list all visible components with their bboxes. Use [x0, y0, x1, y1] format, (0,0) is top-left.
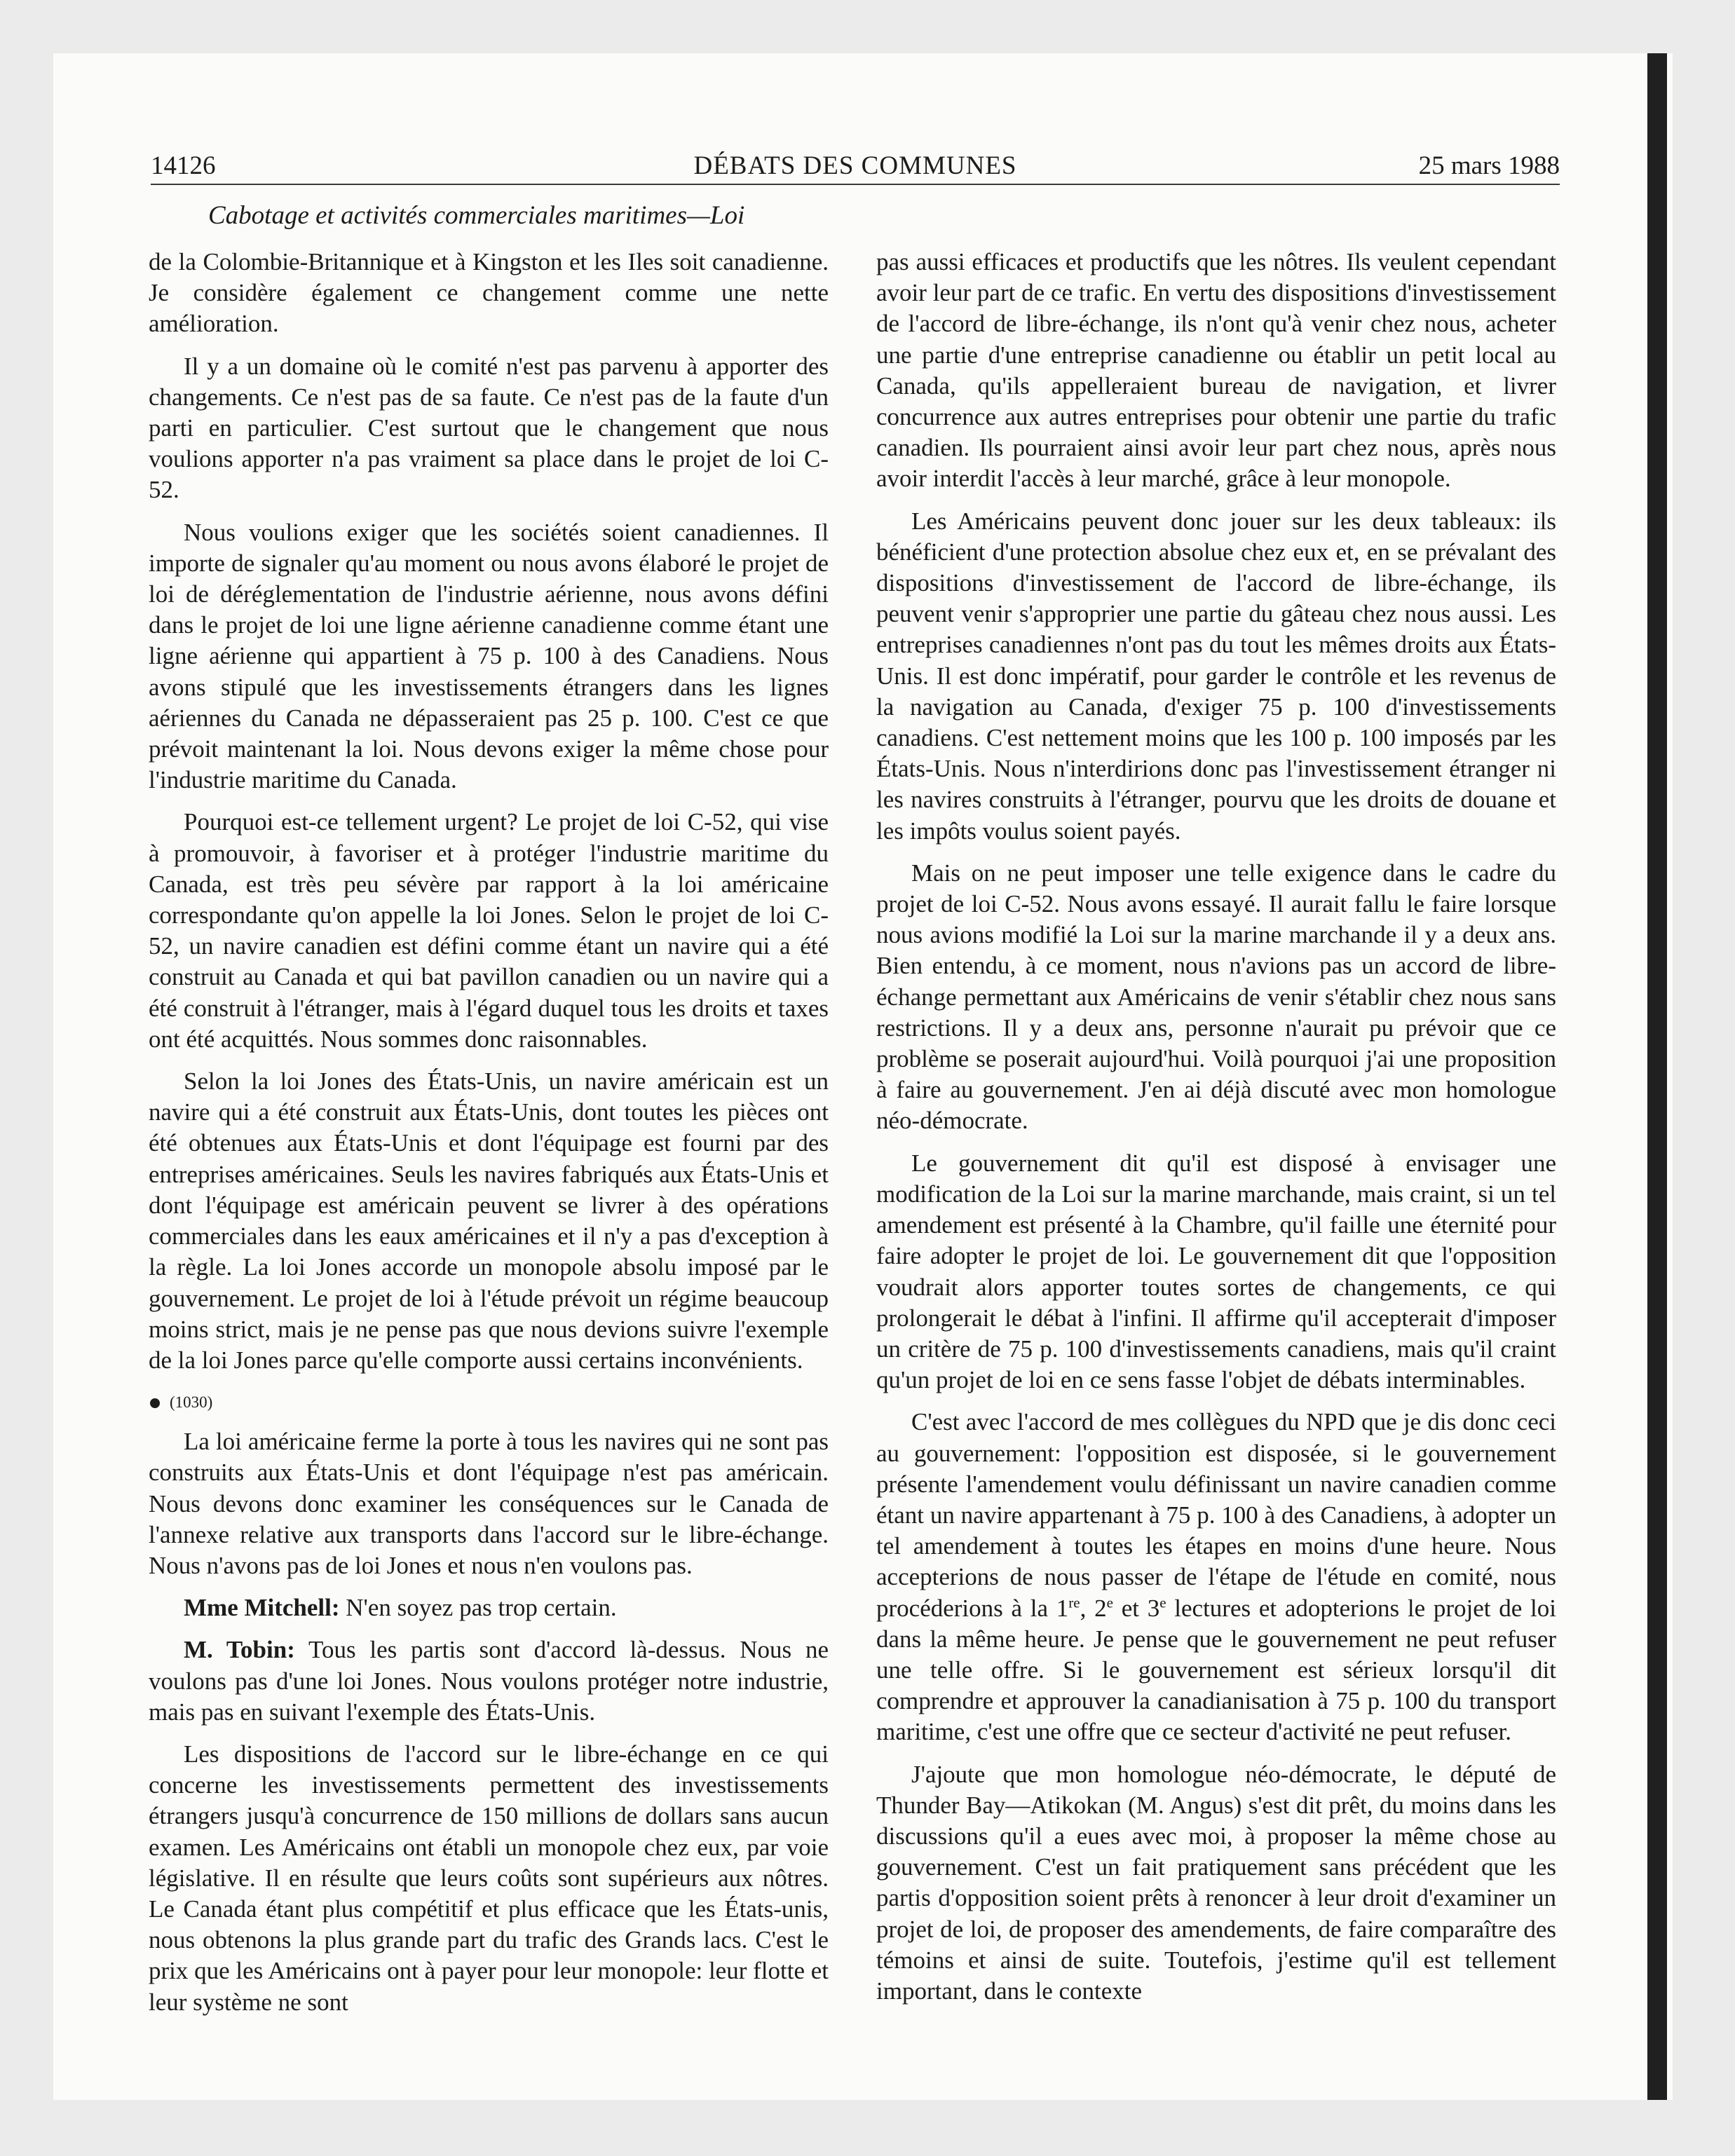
paragraph [876, 1407, 1556, 1747]
text-run: , 2 [1080, 1594, 1107, 1622]
paragraph: Les dispositions de l'accord sur le libre-échange en ce qui concerne les investissements permettent des investissements étrangers jusqu'à concurrence de 150 millions de dollars sans aucun examen. Les Américains ont établi un monopole chez eux, par voie législative. Il en résulte que leurs coûts sont supérieurs aux nôtres. Le Canada étant plus compétitif et plus efficace que les États-unis, nous obtenons la plus grande part du trafic des Grands lacs. C'est le prix que les Américains ont à payer pour leur monopole: leur flotte et leur système ne sont [149, 1740, 829, 2016]
time-marker [149, 1387, 829, 1418]
page-number: 14126 [151, 151, 216, 180]
paragraph: pas aussi efficaces et productifs que les nôtres. Ils veulent cependant avoir leur part de ce trafic. En vertu des dispositions d'investissement de l'accord de libre-échange, ils n'ont qu'à venir chez nous, acheter une partie d'une entreprise canadienne ou établir un petit local au Canada, qu'ils appelleraient bureau de navigation, et livrer concurrence aux autres entreprises pour obtenir une partie du trafic canadien. Ils pourraient ainsi avoir leur part chez nous, après nous avoir interdit l'accès à leur marché, grâce à leur monopole. [876, 248, 1556, 493]
paragraph: Nous voulions exiger que les sociétés soient canadiennes. Il importe de signaler qu'au moment ou nous avons élaboré le projet de loi de déréglementation de l'industrie aérienne, nous avons défini dans le projet de loi une ligne aérienne canadienne comme étant une ligne aérienne qui appartient à 75 p. 100 à des Canadiens. Nous avons stipulé que les investissements étrangers dans les lignes aériennes du Canada ne dépasseraient pas 25 p. 100. C'est ce que prévoit maintenant la loi. Nous devons exiger la même chose pour l'industrie maritime du Canada. [149, 518, 829, 794]
paragraph: J'ajoute que mon homologue néo-démocrate, le député de Thunder Bay—Atikokan (M. Angus) s'est dit prêt, du moins dans les discussions qu'il a eues avec moi, à proposer la même chose au gouvernement. C'est un fait pratiquement sans précédent que les partis d'opposition soient prêts à renoncer à leur droit d'examiner un projet de loi, de proposer des amendements, de faire comparaître des témoins et ainsi de suite. Toutefois, j'estime qu'il est tellement important, dans le contexte [876, 1760, 1556, 2005]
running-head: Cabotage et activités commerciales maritimes—Loi [208, 201, 745, 230]
issue-date: 25 mars 1988 [1418, 151, 1560, 180]
text-run: et 3 [1113, 1594, 1160, 1622]
paragraph: La loi américaine ferme la porte à tous les navires qui ne sont pas construits aux États-Unis et dont l'équipage n'est pas américain. Nous devons donc examiner les conséquences sur le Canada de l'annexe relative aux transports dans l'accord sur le libre-échange. Nous n'avons pas de loi Jones et nous n'en voulons pas. [149, 1428, 829, 1579]
speaker-text: Tous les partis sont d'accord là-dessus. Nous ne voulons pas d'une loi Jones. Nous voulons protéger notre industrie, mais pas en suivant l'exemple des États-Unis. [149, 1636, 829, 1726]
ordinal-suffix: e [1106, 1593, 1113, 1611]
paragraph: Il y a un domaine où le comité n'est pas parvenu à apporter des changements. Ce n'est pas de sa faute. Ce n'est pas de la faute d'un parti en particulier. C'est surtout que le changement que nous voulions apporter n'a pas vraiment sa place dans le projet de loi C-52. [149, 352, 829, 504]
bullet-icon [150, 1398, 160, 1408]
right-column [876, 247, 1556, 2018]
paragraph: Les Américains peuvent donc jouer sur les deux tableaux: ils bénéficient d'une protection absolue chez eux et, en se prévalant des dispositions d'investissement de l'accord de libre-échange, ils peuvent venir s'approprier une partie du gâteau chez nous aussi. Les entreprises canadiennes n'ont pas du tout les mêmes droits aux États-Unis. Il est donc impératif, pour garder le contrôle et les revenus de la navigation au Canada, d'exiger 75 p. 100 d'investissements canadiens. C'est nettement moins que les 100 p. 100 imposés par les États-Unis. Nous n'interdirions donc pas l'investissement étranger ni les navires construits à l'étranger, pourvu que les droits de douane et les impôts voulus soient payés. [876, 507, 1556, 845]
paragraph: Selon la loi Jones des États-Unis, un navire américain est un navire qui a été construit aux États-Unis, dont toutes les pièces ont été obtenues aux États-Unis et dont l'équipage est fourni par des entreprises américaines. Seuls les navires fabriqués aux États-Unis et dont l'équipage est américain peuvent se livrer à des opérations commerciales dans les eaux américaines et il n'y a pas d'exception à la règle. La loi Jones accorde un monopole absolu imposé par le gouvernement. Le projet de loi à l'étude prévoit un régime beaucoup moins strict, mais je ne pense pas que nous devions suivre l'exemple de la loi Jones parce qu'elle comporte aussi certains inconvénients. [149, 1067, 829, 1374]
ordinal-suffix: e [1159, 1593, 1166, 1611]
paragraph: de la Colombie-Britannique et à Kingston et les Iles soit canadienne. Je considère également ce changement comme une nette amélioration. [149, 248, 829, 338]
text-run: lectures et adopterions le projet de loi dans la même heure. Je pense que le gouvernement ne peut refuser une telle offre. Si le gouvernement est sérieux lorsqu'il dit comprendre et approuver la canadianisation à 75 p. 100 du transport maritime, c'est une offre que ce secteur d'activité ne peut refuser. [876, 1594, 1556, 1746]
scan-edge [1647, 53, 1667, 2100]
speaker-intervention [149, 1592, 829, 1623]
speaker-name: Mme Mitchell: [184, 1594, 340, 1622]
timestamp-text: (1030) [170, 1393, 213, 1412]
paragraph: Le gouvernement dit qu'il est disposé à envisager une modification de la Loi sur la marine marchande, mais craint, si un tel amendement est présenté à la Chambre, qu'il faille une éternité pour faire adopter le projet de loi. Le gouvernement dit que l'opposition voudrait alors apporter toutes sortes de changements, ce qui prolongerait le débat à l'infini. Il affirme qu'il accepterait d'imposer un critère de 75 p. 100 d'investissements canadiens, mais qu'il craint qu'un projet de loi en ce sens fasse l'objet de débats interminables. [876, 1149, 1556, 1394]
paragraph: Pourquoi est-ce tellement urgent? Le projet de loi C-52, qui vise à promouvoir, à favoriser et à protéger l'industrie maritime du Canada, est très peu sévère par rapport à la loi américaine correspondante qu'on appelle la loi Jones. Selon le projet de loi C-52, un navire canadien est défini comme étant un navire qui a été construit au Canada et qui bat pavillon canadien ou un navire qui a été construit à l'étranger, mais à l'égard duquel tous les droits et taxes ont été acquittés. Nous sommes donc raisonnables. [149, 808, 829, 1053]
speaker-text: N'en soyez pas trop certain. [346, 1594, 617, 1622]
text-run: C'est avec l'accord de mes collègues du NPD que je dis donc ceci au gouvernement: l'opposition est disposée, si le gouvernement présente l'amendement voulu définissant un navire canadien comme étant un navire appartenant à 75 p. 100 à des Canadiens, à adopter un tel amendement à toutes les étapes en moins d'une heure. Nous accepterions de nous passer de l'étape de l'étude en comité, nous procéderions à la 1 [876, 1408, 1556, 1622]
speaker-intervention [149, 1635, 829, 1728]
left-column [149, 247, 829, 2029]
journal-title: DÉBATS DES COMMUNES [693, 151, 1017, 180]
paragraph: Mais on ne peut imposer une telle exigence dans le cadre du projet de loi C-52. Nous avons essayé. Il aurait fallu le faire lorsque nous avions modifié la Loi sur la marine marchande il y a deux ans. Bien entendu, à ce moment, nous n'avions pas un accord de libre-échange permettant aux Américains de venir s'établir chez nous sans restrictions. Il y a deux ans, personne n'aurait pu prévoir que ce problème se poserait aujourd'hui. Voilà pourquoi j'ai une proposition à faire au gouvernement. J'en ai déjà discuté avec mon homologue néo-démocrate. [876, 859, 1556, 1135]
page-header [151, 151, 1560, 182]
speaker-name: M. Tobin: [184, 1636, 295, 1664]
ordinal-suffix: re [1068, 1593, 1080, 1611]
header-rule [151, 184, 1560, 185]
